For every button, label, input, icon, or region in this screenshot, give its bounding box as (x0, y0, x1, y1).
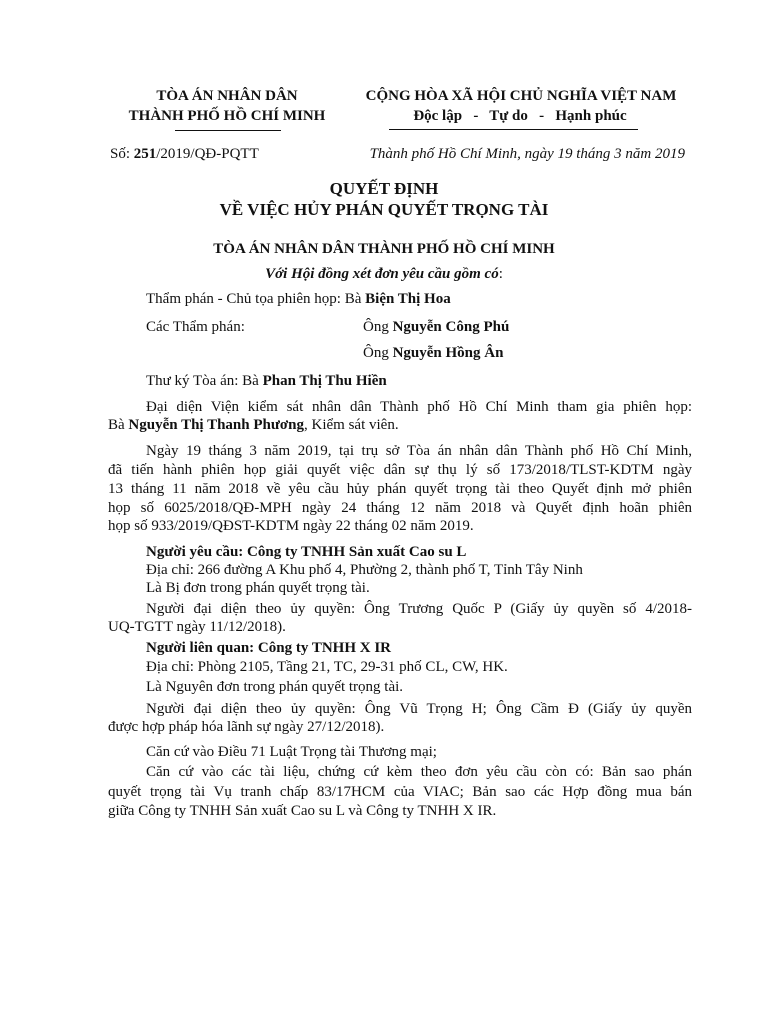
republic-heading: CỘNG HÒA XÃ HỘI CHỦ NGHĨA VIỆT NAM (365, 88, 677, 104)
court-name-line2: THÀNH PHỐ HỒ CHÍ MINH (128, 108, 326, 124)
judges-label: Các Thẩm phán: (146, 319, 245, 335)
court-full-name: TÒA ÁN NHÂN DÂN THÀNH PHỐ HỒ CHÍ MINH (213, 241, 555, 257)
related-rep-line-2: được hợp pháp hóa lãnh sự ngày 27/12/2018). (108, 719, 385, 735)
related-role: Là Nguyên đơn trong phán quyết trọng tài. (146, 679, 404, 695)
basis-1: Căn cứ vào Điều 71 Luật Trọng tài Thương mại; (146, 744, 437, 760)
place-date: Thành phố Hồ Chí Minh, ngày 19 tháng 3 năm 2019 (369, 146, 685, 162)
clerk: Thư ký Tòa án: Bà Phan Thị Thu Hiền (146, 373, 387, 389)
requester-address: Địa chỉ: 266 đường A Khu phố 4, Phường 2, thành phố T, Tỉnh Tây Ninh (146, 562, 583, 578)
procuracy-line-2: Bà Nguyễn Thị Thanh Phương, Kiểm sát viên. (108, 417, 399, 433)
hearing-line-2: đã tiến hành phiên họp giải quyết việc dân sự thụ lý số 173/2018/TLST-KDTM ngày (108, 462, 692, 478)
court-underline (175, 130, 281, 131)
hearing-line-4: họp số 6025/2018/QĐ-MPH ngày 24 tháng 12 năm 2018 và Quyết định hoãn phiên (108, 500, 692, 516)
basis-2-line-3: giữa Công ty TNHH Sản xuất Cao su L và Công ty TNHH X IR. (108, 803, 497, 819)
panel-intro: Với Hội đồng xét đơn yêu cầu gồm có: (265, 266, 503, 282)
decision-subject: VỀ VIỆC HỦY PHÁN QUYẾT TRỌNG TÀI (219, 200, 549, 219)
motto-underline (389, 129, 638, 130)
hearing-line-3: 13 tháng 11 năm 2018 về yêu cầu hủy phán quyết trọng tài theo Quyết định mở phiên (108, 481, 692, 497)
related-rep-line-1: Người đại diện theo ủy quyền: Ông Vũ Trọng H; Ông Cầm Đ (Giấy ủy quyền (146, 701, 692, 717)
hearing-line-1: Ngày 19 tháng 3 năm 2019, tại trụ sở Tòa án nhân dân Thành phố Hồ Chí Minh, (146, 443, 692, 459)
basis-2-line-2: quyết trọng tài Vụ tranh chấp 83/17HCM của VIAC; Bản sao các Hợp đồng mua bán (108, 784, 692, 800)
requester-rep-line-2: UQ-TGTT ngày 11/12/2018). (108, 619, 286, 635)
requester-rep-line-1: Người đại diện theo ủy quyền: Ông Trương Quốc P (Giấy ủy quyền số 4/2018- (146, 601, 692, 617)
motto: Độc lập - Tự do - Hạnh phúc (413, 108, 627, 124)
hearing-line-5: họp số 933/2019/QĐST-KDTM ngày 22 tháng 02 năm 2019. (108, 518, 474, 534)
judge-1: Ông Nguyễn Công Phú (363, 319, 510, 335)
judge-2: Ông Nguyễn Hồng Ân (363, 345, 504, 361)
requester-role: Là Bị đơn trong phán quyết trọng tài. (146, 580, 370, 596)
court-name-line1: TÒA ÁN NHÂN DÂN (156, 88, 298, 104)
basis-2-line-1: Căn cứ vào các tài liệu, chứng cứ kèm theo đơn yêu cầu còn có: Bản sao phán (146, 764, 692, 780)
decision-title: QUYẾT ĐỊNH (329, 179, 439, 198)
procuracy-line-1: Đại diện Viện kiểm sát nhân dân Thành phố Hồ Chí Minh tham gia phiên họp: (146, 399, 692, 415)
requester-heading: Người yêu cầu: Công ty TNHH Sản xuất Cao su L (146, 544, 467, 560)
presiding-judge: Thẩm phán - Chủ tọa phiên họp: Bà Biện Thị Hoa (146, 291, 451, 307)
related-address: Địa chỉ: Phòng 2105, Tầng 21, TC, 29-31 phố CL, CW, HK. (146, 659, 508, 675)
doc-number: Số: 251/2019/QĐ-PQTT (110, 146, 259, 162)
related-heading: Người liên quan: Công ty TNHH X IR (146, 640, 391, 656)
